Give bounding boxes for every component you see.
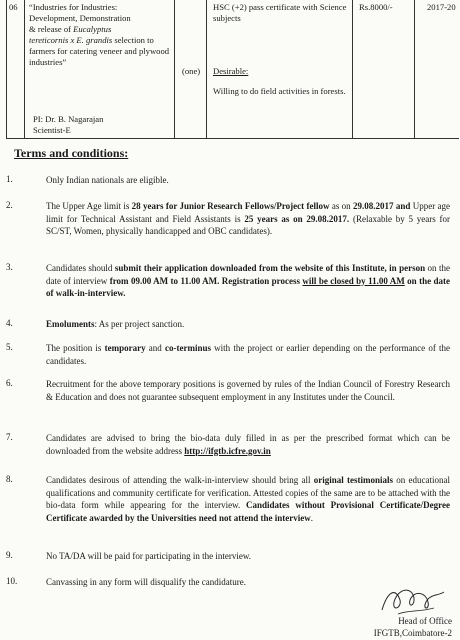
website-link[interactable]: http://ifgtb.icfre.gov.in [184,445,271,456]
signatory-designation: Head of Office [398,616,452,626]
salary: Rs.8000/- [359,2,393,12]
principal-investigator: PI: Dr. B. Nagarajan Scientist-E [33,114,104,135]
terms-heading: Terms and conditions: [14,146,129,160]
no-of-posts: (one) [182,66,201,76]
signatory-office: IFGTB,Coimbatore-2 [373,628,452,638]
project-period: 2017-20 [427,2,456,12]
signature-image [378,580,448,620]
essential-qualification: HSC (+2) pass certificate with Science subjects [213,2,347,23]
sl-no: 06 [9,2,18,12]
desirable-value: Willing to do field activities in forests. [213,86,346,96]
table-col-salary [353,0,415,138]
table-col-period [415,0,459,138]
table-col-slno [7,0,25,138]
project-title: “Industries for Industries: Development, Demonstration & release of Eucalyptus tereticornis x E. grandis selection to farmers for catering veneer and plywood industries” [29,2,170,67]
desirable-label: Desirable: [213,66,249,76]
recruitment-table [6,0,459,139]
